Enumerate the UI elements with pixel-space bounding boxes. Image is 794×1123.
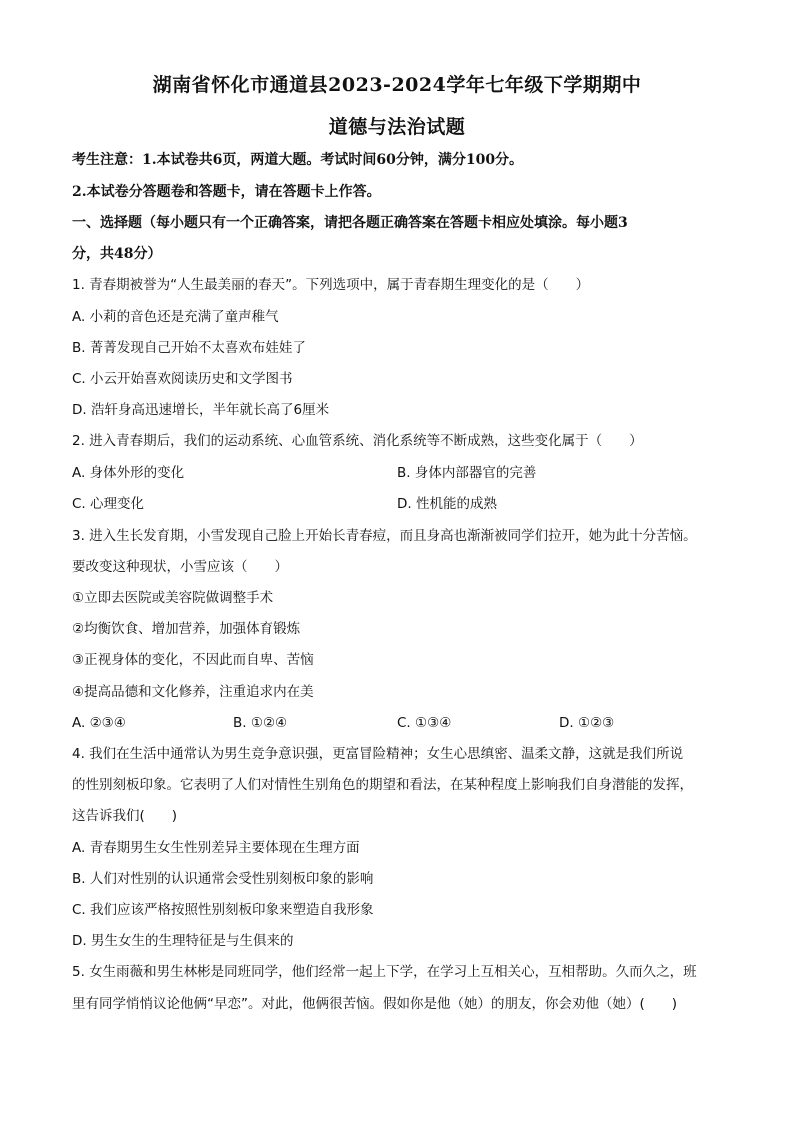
question-4-option-a: A. 青春期男生女生性别差异主要体现在生理方面 [72, 840, 360, 856]
question-4-option-b: B. 人们对性别的认识通常会受性别刻板印象的影响 [72, 871, 374, 887]
question-4-option-c: C. 我们应该严格按照性别刻板印象来塑造自我形象 [72, 902, 374, 918]
question-2-option-d: D. 性机能的成熟 [397, 496, 497, 512]
section-heading-line-2: 分，共48分） [72, 246, 162, 262]
question-3-stem-line-2: 要改变这种现状，小雪应该（ ） [72, 559, 288, 575]
question-3-stem-line-1: 3. 进入生长发育期，小雪发现自己脸上开始长青春痘，而且身高也渐渐被同学们拉开，她为此十分苦恼。 [72, 528, 697, 544]
question-1-option-d: D. 浩轩身高迅速增长，半年就长高了6厘米 [72, 402, 330, 418]
notice-line-1: 考生注意：1.本试卷共6页，两道大题。考试时间60分钟，满分100分。 [72, 152, 524, 168]
question-5-stem-line-1: 5. 女生雨薇和男生林彬是同班同学，他们经常一起上下学，在学习上互相关心，互相帮助。久而久之，班 [72, 964, 697, 980]
question-4-option-d: D. 男生女生的生理特征是与生俱来的 [72, 933, 294, 949]
question-1-stem: 1. 青春期被誉为“人生最美丽的春天”。下列选项中，属于青春期生理变化的是（ ） [72, 277, 590, 293]
question-3-option-c: C. ①③④ [397, 715, 452, 731]
question-2-stem: 2. 进入青春期后，我们的运动系统、心血管系统、消化系统等不断成熟，这些变化属于（ ） [72, 433, 643, 449]
section-heading-line-1: 一、选择题（每小题只有一个正确答案，请把各题正确答案在答题卡相应处填涂。每小题3 [72, 215, 628, 231]
question-1-option-b: B. 菁菁发现自己开始不太喜欢布娃娃了 [72, 340, 306, 356]
question-2-option-a: A. 身体外形的变化 [72, 465, 185, 481]
question-3-option-a: A. ②③④ [72, 715, 126, 731]
question-5-stem-line-2: 里有同学悄悄议论他俩“早恋”。对此，他俩很苦恼。假如你是他（她）的朋友，你会劝他（她）( ) [72, 996, 678, 1012]
question-1-option-a: A. 小莉的音色还是充满了童声稚气 [72, 309, 279, 325]
question-4-stem-line-3: 这告诉我们( ) [72, 808, 178, 824]
question-3-option-b: B. ①②④ [233, 715, 288, 731]
question-3-option-d: D. ①②③ [559, 715, 615, 731]
question-1-option-c: C. 小云开始喜欢阅读历史和文学图书 [72, 371, 293, 387]
question-2-option-b: B. 身体内部器官的完善 [397, 465, 537, 481]
question-4-stem-line-2: 的性别刻板印象。它表明了人们对情性生别角色的期望和看法，在某种程度上影响我们自身潜能的发挥， [72, 777, 693, 793]
question-3-statement-3: ③正视身体的变化，不因此而自卑、苦恼 [72, 652, 314, 668]
question-3-statement-4: ④提高品德和文化修养，注重追求内在美 [72, 684, 314, 700]
exam-title: 湖南省怀化市通道县2023-2024学年七年级下学期期中 [152, 74, 642, 96]
question-2-option-c: C. 心理变化 [72, 496, 145, 512]
notice-line-2: 2.本试卷分答题卷和答题卡，请在答题卡上作答。 [72, 184, 381, 200]
question-3-statement-1: ①立即去医院或美容院做调整手术 [72, 590, 274, 606]
exam-subtitle: 道德与法治试题 [328, 116, 466, 138]
question-3-statement-2: ②均衡饮食、增加营养，加强体育锻炼 [72, 621, 301, 637]
question-4-stem-line-1: 4. 我们在生活中通常认为男生竞争意识强，更富冒险精神；女生心思缜密、温柔文静，这就是我们所说 [72, 746, 684, 762]
